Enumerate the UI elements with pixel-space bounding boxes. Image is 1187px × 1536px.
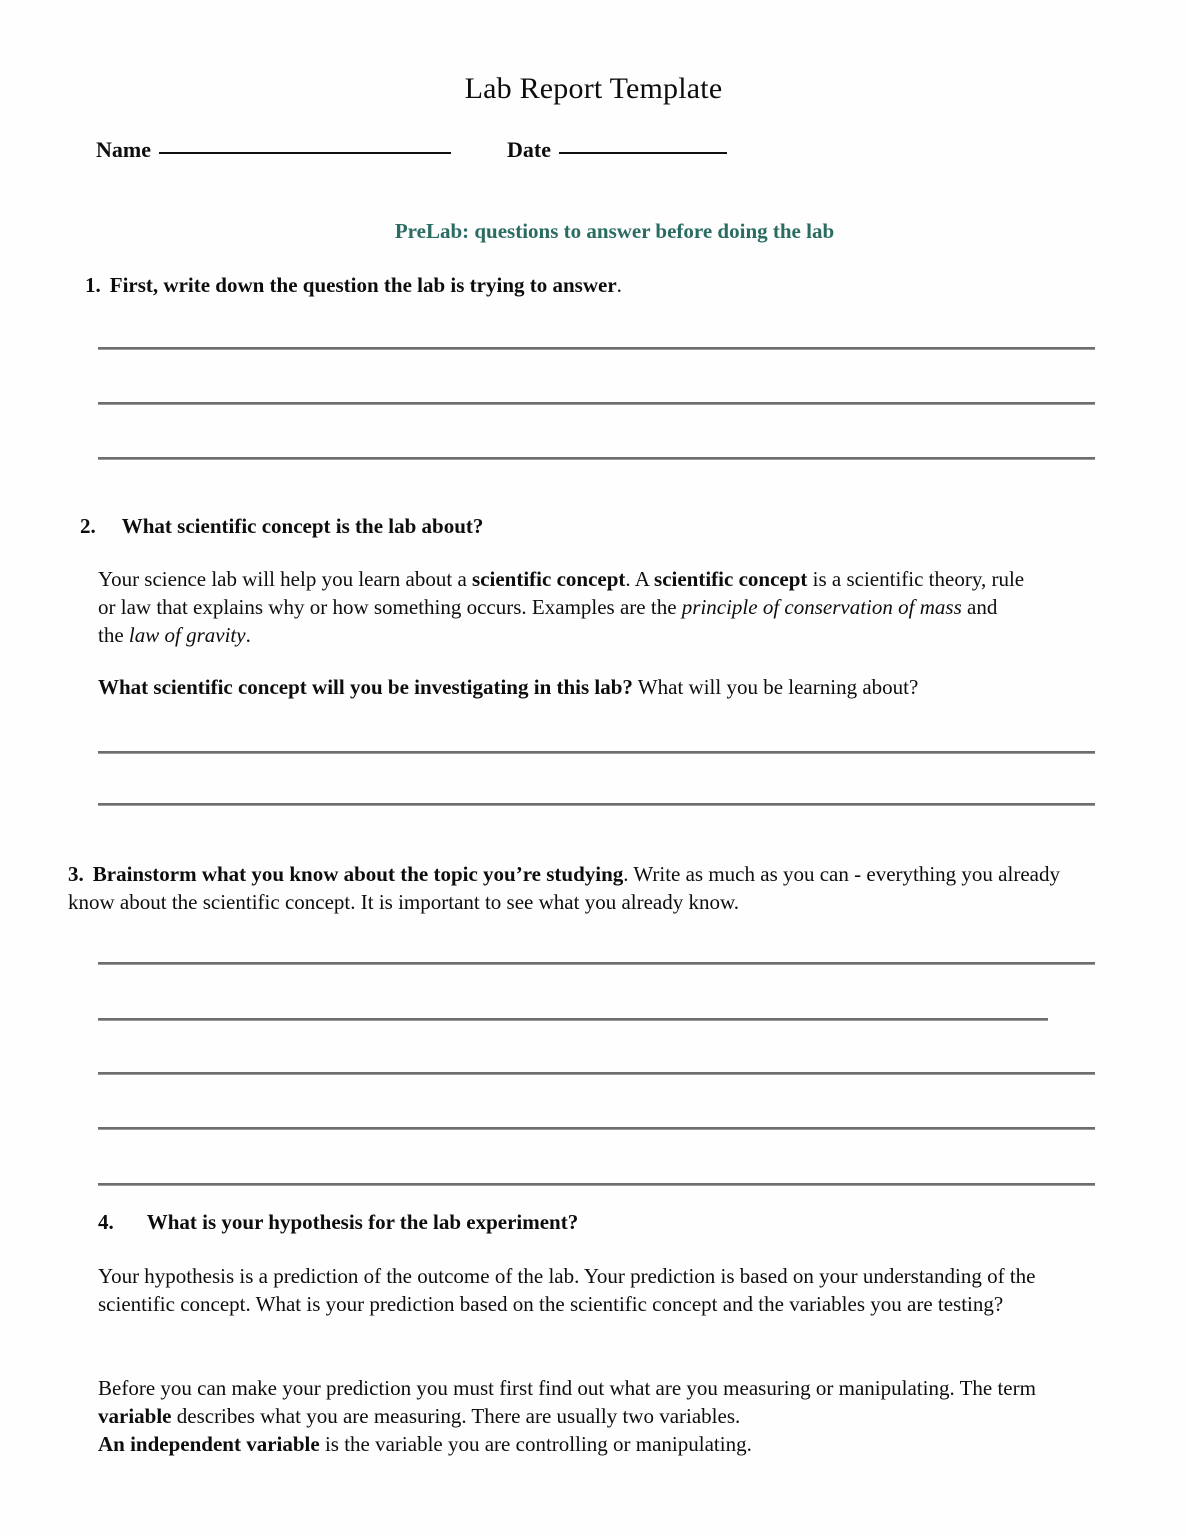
q2-term-1: scientific concept (472, 567, 626, 591)
question-1-number: 1. (85, 273, 101, 297)
question-4-heading-text: What is your hypothesis for the lab experiment? (146, 1210, 579, 1234)
q2-para-part-1: Your science lab will help you learn about a (98, 567, 473, 591)
answer-line[interactable] (98, 751, 1095, 753)
answer-line[interactable] (98, 457, 1095, 459)
question-2-heading-text: What scientific concept is the lab about? (121, 514, 484, 538)
answer-line[interactable] (98, 1072, 1095, 1074)
q4-term-variable: variable (98, 1403, 172, 1428)
question-4-paragraph-1 (98, 1263, 1096, 1319)
q4-para2-part-3: is the variable you are controlling or manipulating. (319, 1431, 752, 1456)
question-2-ask-bold: What scientific concept will you be investigating in this lab? (98, 675, 633, 699)
q4-term-independent-variable: An independent variable (98, 1431, 320, 1456)
question-3-bold-text: Brainstorm what you know about the topic you’re studying (92, 862, 624, 886)
answer-line[interactable] (98, 1127, 1095, 1129)
question-4-heading (98, 1209, 1098, 1237)
question-1-tail: . (616, 273, 622, 297)
answer-line[interactable] (98, 347, 1095, 349)
question-3-regular-text: . Write as much as you can - everything you already know about the scientific concept. It is important to see what you already know. (68, 862, 1060, 914)
answer-line[interactable] (98, 1018, 1048, 1020)
q2-para-part-2: . A (625, 567, 655, 591)
q2-example-1: principle of conservation of mass (681, 594, 962, 619)
q4-para2-part-2: describes what you are measuring. There are usually two variables. (171, 1403, 741, 1428)
question-3-number: 3. (68, 862, 84, 886)
page-title: Lab Report Template (464, 72, 723, 105)
q4-para2-part-1: Before you can make your prediction you must first find out what are you measuring or manipulating. The term (98, 1376, 1036, 1400)
date-label: Date (506, 137, 551, 162)
question-4-number: 4. (98, 1210, 114, 1234)
q2-para-part-4: and the (98, 594, 998, 647)
question-1-prompt (85, 272, 1105, 300)
question-1-bold-text: First, write down the question the lab is trying to answer (109, 273, 617, 297)
answer-line[interactable] (98, 803, 1095, 805)
q2-para-part-5: . (245, 622, 251, 647)
answer-line[interactable] (98, 962, 1095, 964)
question-4-paragraph-2 (98, 1375, 1098, 1459)
question-2-number: 2. (80, 514, 96, 538)
name-label: Name (96, 137, 151, 162)
prelab-section-heading: PreLab: questions to answer before doing the lab (394, 219, 835, 243)
question-2-paragraph (98, 566, 1028, 650)
answer-line[interactable] (98, 1183, 1095, 1185)
question-2-ask-regular: What will you be learning about? (632, 675, 919, 699)
q2-para-part-3: is a scientific theory, rule or law that explains why or how something occurs. Examples are the (98, 567, 1025, 619)
question-3-prompt (68, 861, 1088, 917)
question-2-heading (80, 513, 1100, 541)
name-date-row (96, 137, 727, 163)
q2-term-2: scientific concept (654, 567, 808, 591)
answer-line[interactable] (98, 402, 1095, 404)
date-fill-line[interactable] (559, 151, 727, 154)
q4-para1-text: Your hypothesis is a prediction of the outcome of the lab. Your prediction is based on your understanding of the scientific concept. What is your prediction based on the scientific concept and the variables you are testing? (98, 1264, 1036, 1316)
question-2-ask (98, 674, 1098, 702)
q2-example-2: law of gravity (128, 622, 246, 647)
name-fill-line[interactable] (159, 151, 451, 154)
